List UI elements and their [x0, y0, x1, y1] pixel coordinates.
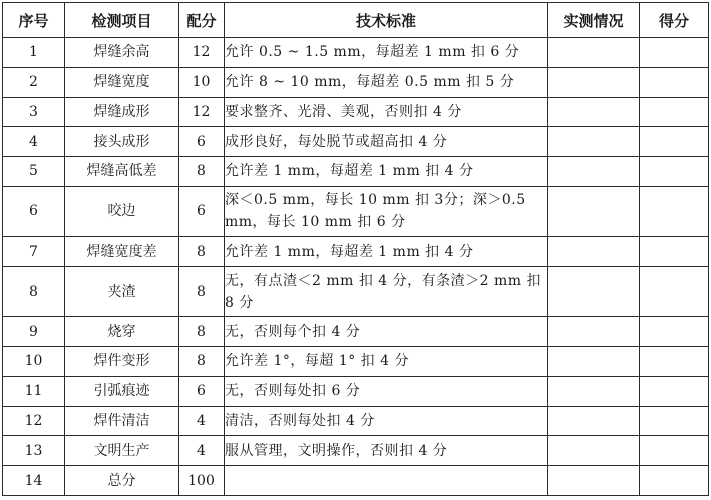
row-result: [640, 67, 709, 97]
row-result: [640, 157, 709, 187]
row-score: 4: [179, 436, 225, 466]
row-no: 9: [3, 317, 65, 347]
row-item: 焊缝宽度差: [65, 237, 179, 267]
row-no: 14: [3, 466, 65, 496]
row-result: [640, 346, 709, 376]
table-row: [3, 376, 709, 406]
row-no: 5: [3, 157, 65, 187]
row-item: 咬边: [65, 186, 179, 236]
row-score: 12: [179, 38, 225, 68]
table-row: [3, 346, 709, 376]
row-actual: [548, 376, 640, 406]
row-standard: 允许差 1°，每超 1° 扣 4 分: [225, 346, 548, 376]
row-standard: 无，有点渣＜2 mm 扣 4 分，有条渣＞2 mm 扣 8 分: [225, 266, 548, 316]
table-row: [3, 317, 709, 347]
table-row: [3, 237, 709, 267]
row-score: 8: [179, 237, 225, 267]
row-no: 4: [3, 127, 65, 157]
header-row: [3, 3, 709, 38]
table-row: [3, 406, 709, 436]
row-standard: 无，否则每个扣 4 分: [225, 317, 548, 347]
row-score: 8: [179, 266, 225, 316]
row-item: 焊缝高低差: [65, 157, 179, 187]
row-score: 6: [179, 186, 225, 236]
table-container: [2, 2, 708, 496]
row-item: 夹渣: [65, 266, 179, 316]
row-actual: [548, 346, 640, 376]
row-result: [640, 266, 709, 316]
row-actual: [548, 38, 640, 68]
row-actual: [548, 466, 640, 496]
row-standard: [225, 466, 548, 496]
row-no: 10: [3, 346, 65, 376]
row-item: 焊缝成形: [65, 97, 179, 127]
row-item: 焊缝余高: [65, 38, 179, 68]
row-actual: [548, 436, 640, 466]
row-standard: 允许 8 ~ 10 mm，每超差 0.5 mm 扣 5 分: [225, 67, 548, 97]
table-body: [3, 38, 709, 496]
row-score: 6: [179, 127, 225, 157]
row-no: 1: [3, 38, 65, 68]
row-no: 8: [3, 266, 65, 316]
row-no: 11: [3, 376, 65, 406]
row-item: 烧穿: [65, 317, 179, 347]
table-row: [3, 266, 709, 316]
row-actual: [548, 406, 640, 436]
row-item: 总分: [65, 466, 179, 496]
row-score: 12: [179, 97, 225, 127]
header-actual: 实测情况: [548, 3, 640, 38]
row-no: 6: [3, 186, 65, 236]
row-no: 12: [3, 406, 65, 436]
row-standard: 成形良好，每处脱节或超高扣 4 分: [225, 127, 548, 157]
table-row: [3, 436, 709, 466]
scoring-table: [2, 2, 709, 496]
row-score: 8: [179, 157, 225, 187]
row-standard: 深＜0.5 mm，每长 10 mm 扣 3分；深＞0.5 mm，每长 10 mm 扣 6 分: [225, 186, 548, 236]
row-no: 13: [3, 436, 65, 466]
row-item: 文明生产: [65, 436, 179, 466]
table-row: [3, 127, 709, 157]
header-no: 序号: [3, 3, 65, 38]
row-item: 焊件变形: [65, 346, 179, 376]
table-row: [3, 157, 709, 187]
row-actual: [548, 186, 640, 236]
row-result: [640, 436, 709, 466]
row-no: 3: [3, 97, 65, 127]
row-item: 引弧痕迹: [65, 376, 179, 406]
row-score: 10: [179, 67, 225, 97]
row-standard: 清洁，否则每处扣 4 分: [225, 406, 548, 436]
row-no: 7: [3, 237, 65, 267]
row-standard: 无，否则每处扣 6 分: [225, 376, 548, 406]
row-result: [640, 186, 709, 236]
row-item: 接头成形: [65, 127, 179, 157]
row-standard: 服从管理，文明操作，否则扣 4 分: [225, 436, 548, 466]
row-standard: 允许差 1 mm，每超差 1 mm 扣 4 分: [225, 237, 548, 267]
row-actual: [548, 127, 640, 157]
row-result: [640, 127, 709, 157]
row-actual: [548, 157, 640, 187]
row-score: 6: [179, 376, 225, 406]
row-score: 4: [179, 406, 225, 436]
row-item: 焊缝宽度: [65, 67, 179, 97]
header-standard: 技术标准: [225, 3, 548, 38]
header-score: 配分: [179, 3, 225, 38]
row-result: [640, 237, 709, 267]
row-no: 2: [3, 67, 65, 97]
row-result: [640, 97, 709, 127]
table-row: [3, 97, 709, 127]
row-result: [640, 38, 709, 68]
row-actual: [548, 237, 640, 267]
row-result: [640, 317, 709, 347]
row-score: 100: [179, 466, 225, 496]
table-row: [3, 186, 709, 236]
table-row: [3, 38, 709, 68]
table-row: [3, 466, 709, 496]
row-result: [640, 376, 709, 406]
row-item: 焊件清洁: [65, 406, 179, 436]
table-row: [3, 67, 709, 97]
row-actual: [548, 97, 640, 127]
row-score: 8: [179, 317, 225, 347]
row-standard: 允许差 1 mm，每超差 1 mm 扣 4 分: [225, 157, 548, 187]
row-actual: [548, 67, 640, 97]
row-score: 8: [179, 346, 225, 376]
header-result: 得分: [640, 3, 709, 38]
row-standard: 允许 0.5 ~ 1.5 mm，每超差 1 mm 扣 6 分: [225, 38, 548, 68]
row-actual: [548, 317, 640, 347]
header-item: 检测项目: [65, 3, 179, 38]
row-result: [640, 406, 709, 436]
row-actual: [548, 266, 640, 316]
row-result: [640, 466, 709, 496]
row-standard: 要求整齐、光滑、美观，否则扣 4 分: [225, 97, 548, 127]
